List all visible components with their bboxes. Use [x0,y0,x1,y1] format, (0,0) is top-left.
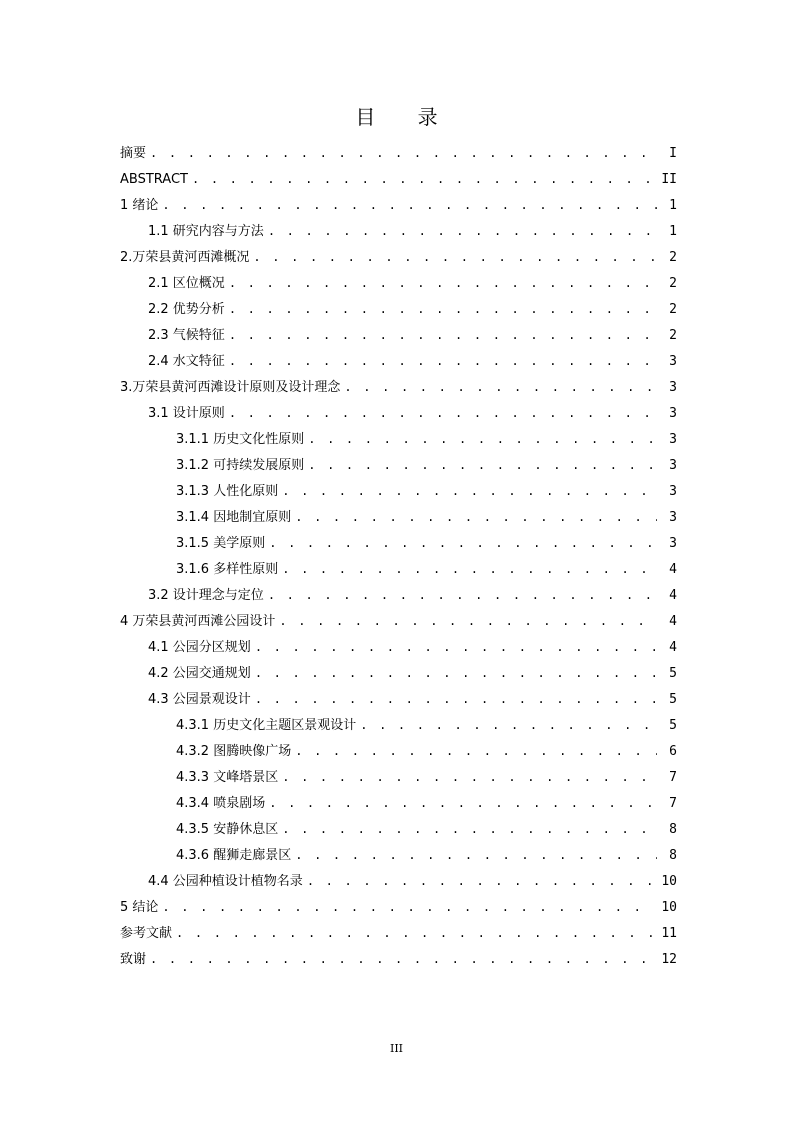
toc-entry-label: 3.1.4 因地制宜原则 [176,510,292,525]
toc-entry-page-number: 2 [669,250,677,265]
toc-leader-dots [307,868,656,894]
toc-entry[interactable] [120,192,677,218]
toc-entry-page-number: 12 [661,952,677,967]
toc-list [120,140,677,972]
toc-entry[interactable] [120,790,677,816]
toc-leader-dots [229,400,657,426]
toc-entry[interactable] [120,868,677,894]
toc-entry-label: 3.2 设计理念与定位 [148,588,264,603]
toc-entry-page-number: 6 [669,744,677,759]
toc-entry-page-number: 2 [669,302,677,317]
toc-leader-dots [279,608,657,634]
toc-entry-page-number: 10 [661,874,677,889]
toc-entry-page-number: 2 [669,276,677,291]
toc-entry-label: 5 结论 [120,900,159,915]
toc-entry-label: 4 万荣县黄河西滩公园设计 [120,614,276,629]
toc-entry-page-number: 3 [669,380,677,395]
toc-entry-label: 4.3.3 文峰塔景区 [176,770,279,785]
toc-entry[interactable] [120,582,677,608]
toc-entry[interactable] [120,920,677,946]
toc-entry-page-number: 11 [661,926,677,941]
toc-entry-label: ABSTRACT [120,172,188,187]
toc-entry-page-number: 5 [669,718,677,733]
toc-leader-dots [255,660,657,686]
toc-entry[interactable] [120,348,677,374]
toc-entry[interactable] [120,504,677,530]
toc-entry-page-number: 3 [669,406,677,421]
toc-entry-label: 3.1 设计原则 [148,406,225,421]
toc-entry-page-number: 2 [669,328,677,343]
toc-entry[interactable] [120,816,677,842]
page-footer-number: III [389,1042,404,1055]
toc-leader-dots [229,348,657,374]
toc-leader-dots [295,504,657,530]
toc-entry[interactable] [120,894,677,920]
toc-leader-dots [229,270,657,296]
toc-entry-label: 2.4 水文特征 [148,354,225,369]
toc-entry-page-number: 3 [669,484,677,499]
toc-entry-page-number: 4 [669,588,677,603]
toc-entry-label: 摘要 [120,146,147,161]
toc-entry-label: 4.3.4 喷泉剧场 [176,796,266,811]
toc-leader-dots [229,296,657,322]
toc-leader-dots [282,556,657,582]
toc-entry-page-number: 8 [669,822,677,837]
toc-entry-page-number: 8 [669,848,677,863]
toc-entry-page-number: 3 [669,536,677,551]
toc-entry[interactable] [120,556,677,582]
toc-leader-dots [253,244,657,270]
toc-entry[interactable] [120,634,677,660]
toc-entry-label: 4.2 公园交通规划 [148,666,251,681]
toc-leader-dots [295,842,657,868]
toc-entry-label: 4.3.5 安静休息区 [176,822,279,837]
toc-entry[interactable] [120,218,677,244]
toc-entry-label: 3.1.2 可持续发展原则 [176,458,305,473]
toc-leader-dots [229,322,657,348]
toc-leader-dots [360,712,657,738]
toc-entry-page-number: 7 [669,796,677,811]
toc-entry-label: 1.1 研究内容与方法 [148,224,264,239]
toc-leader-dots [282,478,657,504]
toc-leader-dots [344,374,657,400]
toc-leader-dots [162,192,657,218]
toc-entry-page-number: 3 [669,354,677,369]
toc-entry-label: 2.1 区位概况 [148,276,225,291]
toc-entry[interactable] [120,374,677,400]
toc-leader-dots [282,816,657,842]
toc-entry-label: 参考文献 [120,926,173,941]
toc-title: 目 录 [355,105,456,129]
toc-entry[interactable] [120,478,677,504]
toc-entry-label: 2.3 气候特征 [148,328,225,343]
toc-entry[interactable] [120,608,677,634]
toc-entry[interactable] [120,946,677,972]
toc-entry[interactable] [120,530,677,556]
toc-entry[interactable] [120,270,677,296]
toc-entry[interactable] [120,712,677,738]
toc-entry-page-number: 4 [669,614,677,629]
toc-leader-dots [150,140,657,166]
toc-entry-page-number: 5 [669,666,677,681]
toc-entry-label: 3.1.1 历史文化性原则 [176,432,305,447]
toc-leader-dots [269,790,657,816]
toc-leader-dots [255,634,657,660]
toc-entry-page-number: 3 [669,432,677,447]
toc-leader-dots [255,686,657,712]
toc-entry-page-number: 1 [669,224,677,239]
toc-entry-label: 3.1.3 人性化原则 [176,484,279,499]
toc-entry[interactable] [120,686,677,712]
toc-entry-label: 4.3.2 图腾映像广场 [176,744,292,759]
toc-entry[interactable] [120,166,677,192]
toc-leader-dots [269,530,657,556]
toc-entry[interactable] [120,400,677,426]
toc-leader-dots [192,166,655,192]
toc-entry[interactable] [120,452,677,478]
toc-entry-label: 4.4 公园种植设计植物名录 [148,874,303,889]
toc-entry[interactable] [120,842,677,868]
toc-entry-page-number: 10 [661,900,677,915]
toc-leader-dots [308,426,657,452]
toc-entry[interactable] [120,660,677,686]
toc-leader-dots [150,946,655,972]
toc-entry-page-number: I [669,146,677,161]
toc-leader-dots [162,894,655,920]
toc-leader-dots [308,452,657,478]
toc-entry[interactable] [120,738,677,764]
toc-entry-page-number: 4 [669,640,677,655]
toc-entry[interactable] [120,426,677,452]
toc-entry-label: 2.万荣县黄河西滩概况 [120,250,250,265]
toc-entry-page-number: 4 [669,562,677,577]
toc-entry-page-number: 3 [669,458,677,473]
toc-entry-label: 3.1.6 多样性原则 [176,562,279,577]
toc-leader-dots [176,920,655,946]
toc-leader-dots [295,738,657,764]
toc-entry[interactable] [120,322,677,348]
toc-leader-dots [282,764,657,790]
toc-entry-page-number: 1 [669,198,677,213]
toc-entry-page-number: 7 [669,770,677,785]
toc-leader-dots [268,218,657,244]
toc-leader-dots [268,582,657,608]
toc-entry-page-number: 3 [669,510,677,525]
toc-entry-label: 3.1.5 美学原则 [176,536,266,551]
toc-entry-label: 4.1 公园分区规划 [148,640,251,655]
toc-entry-page-number: 5 [669,692,677,707]
toc-entry-label: 致谢 [120,952,147,967]
toc-entry-label: 4.3 公园景观设计 [148,692,251,707]
toc-entry[interactable] [120,296,677,322]
toc-entry-label: 4.3.6 醒狮走廊景区 [176,848,292,863]
toc-entry-label: 3.万荣县黄河西滩设计原则及设计理念 [120,380,341,395]
toc-entry[interactable] [120,764,677,790]
toc-entry[interactable] [120,140,677,166]
toc-entry[interactable] [120,244,677,270]
toc-entry-label: 1 绪论 [120,198,159,213]
toc-entry-page-number: II [661,172,677,187]
toc-entry-label: 4.3.1 历史文化主题区景观设计 [176,718,357,733]
toc-entry-label: 2.2 优势分析 [148,302,225,317]
